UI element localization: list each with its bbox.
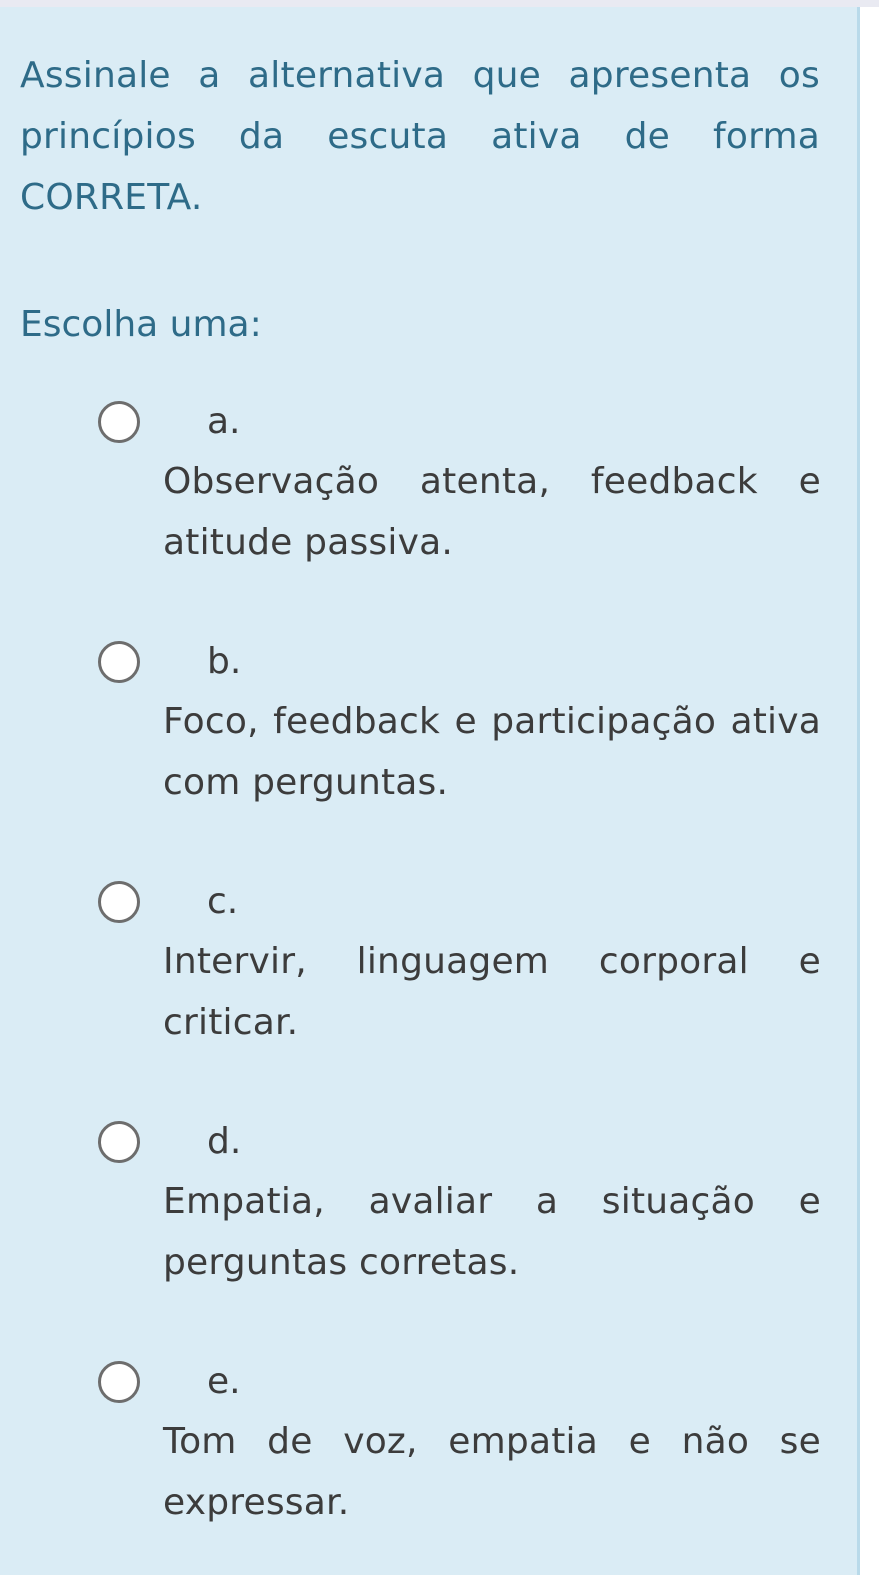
option-d-text: Empatia, avaliar a situação e perguntas corretas. <box>163 1181 821 1283</box>
option-b[interactable] <box>0 641 860 811</box>
option-c[interactable] <box>0 881 860 1051</box>
option-e-letter: e. <box>207 1361 241 1402</box>
option-b-letter: b. <box>207 641 242 682</box>
option-e-text: Tom de voz, empatia e não se expressar. <box>163 1421 821 1523</box>
option-a-letter: a. <box>207 401 241 442</box>
question-panel <box>0 7 860 1575</box>
question-text: Assinale a alternativa que apresenta os princípios da escuta ativa de forma CORRETA. <box>20 55 820 218</box>
radio-button-a[interactable] <box>98 401 140 443</box>
radio-button-c[interactable] <box>98 881 140 923</box>
top-divider <box>0 0 879 7</box>
choose-one-label: Escolha uma: <box>20 304 262 345</box>
radio-button-e[interactable] <box>98 1361 140 1403</box>
option-e[interactable] <box>0 1361 860 1531</box>
option-c-text: Intervir, linguagem corporal e criticar. <box>163 941 821 1043</box>
option-b-text: Foco, feedback e participação ativa com perguntas. <box>163 701 821 803</box>
radio-button-b[interactable] <box>98 641 140 683</box>
option-d[interactable] <box>0 1121 860 1291</box>
option-a[interactable] <box>0 401 860 571</box>
option-c-letter: c. <box>207 881 239 922</box>
radio-button-d[interactable] <box>98 1121 140 1163</box>
option-d-letter: d. <box>207 1121 242 1162</box>
option-a-text: Observação atenta, feedback e atitude passiva. <box>163 461 821 563</box>
